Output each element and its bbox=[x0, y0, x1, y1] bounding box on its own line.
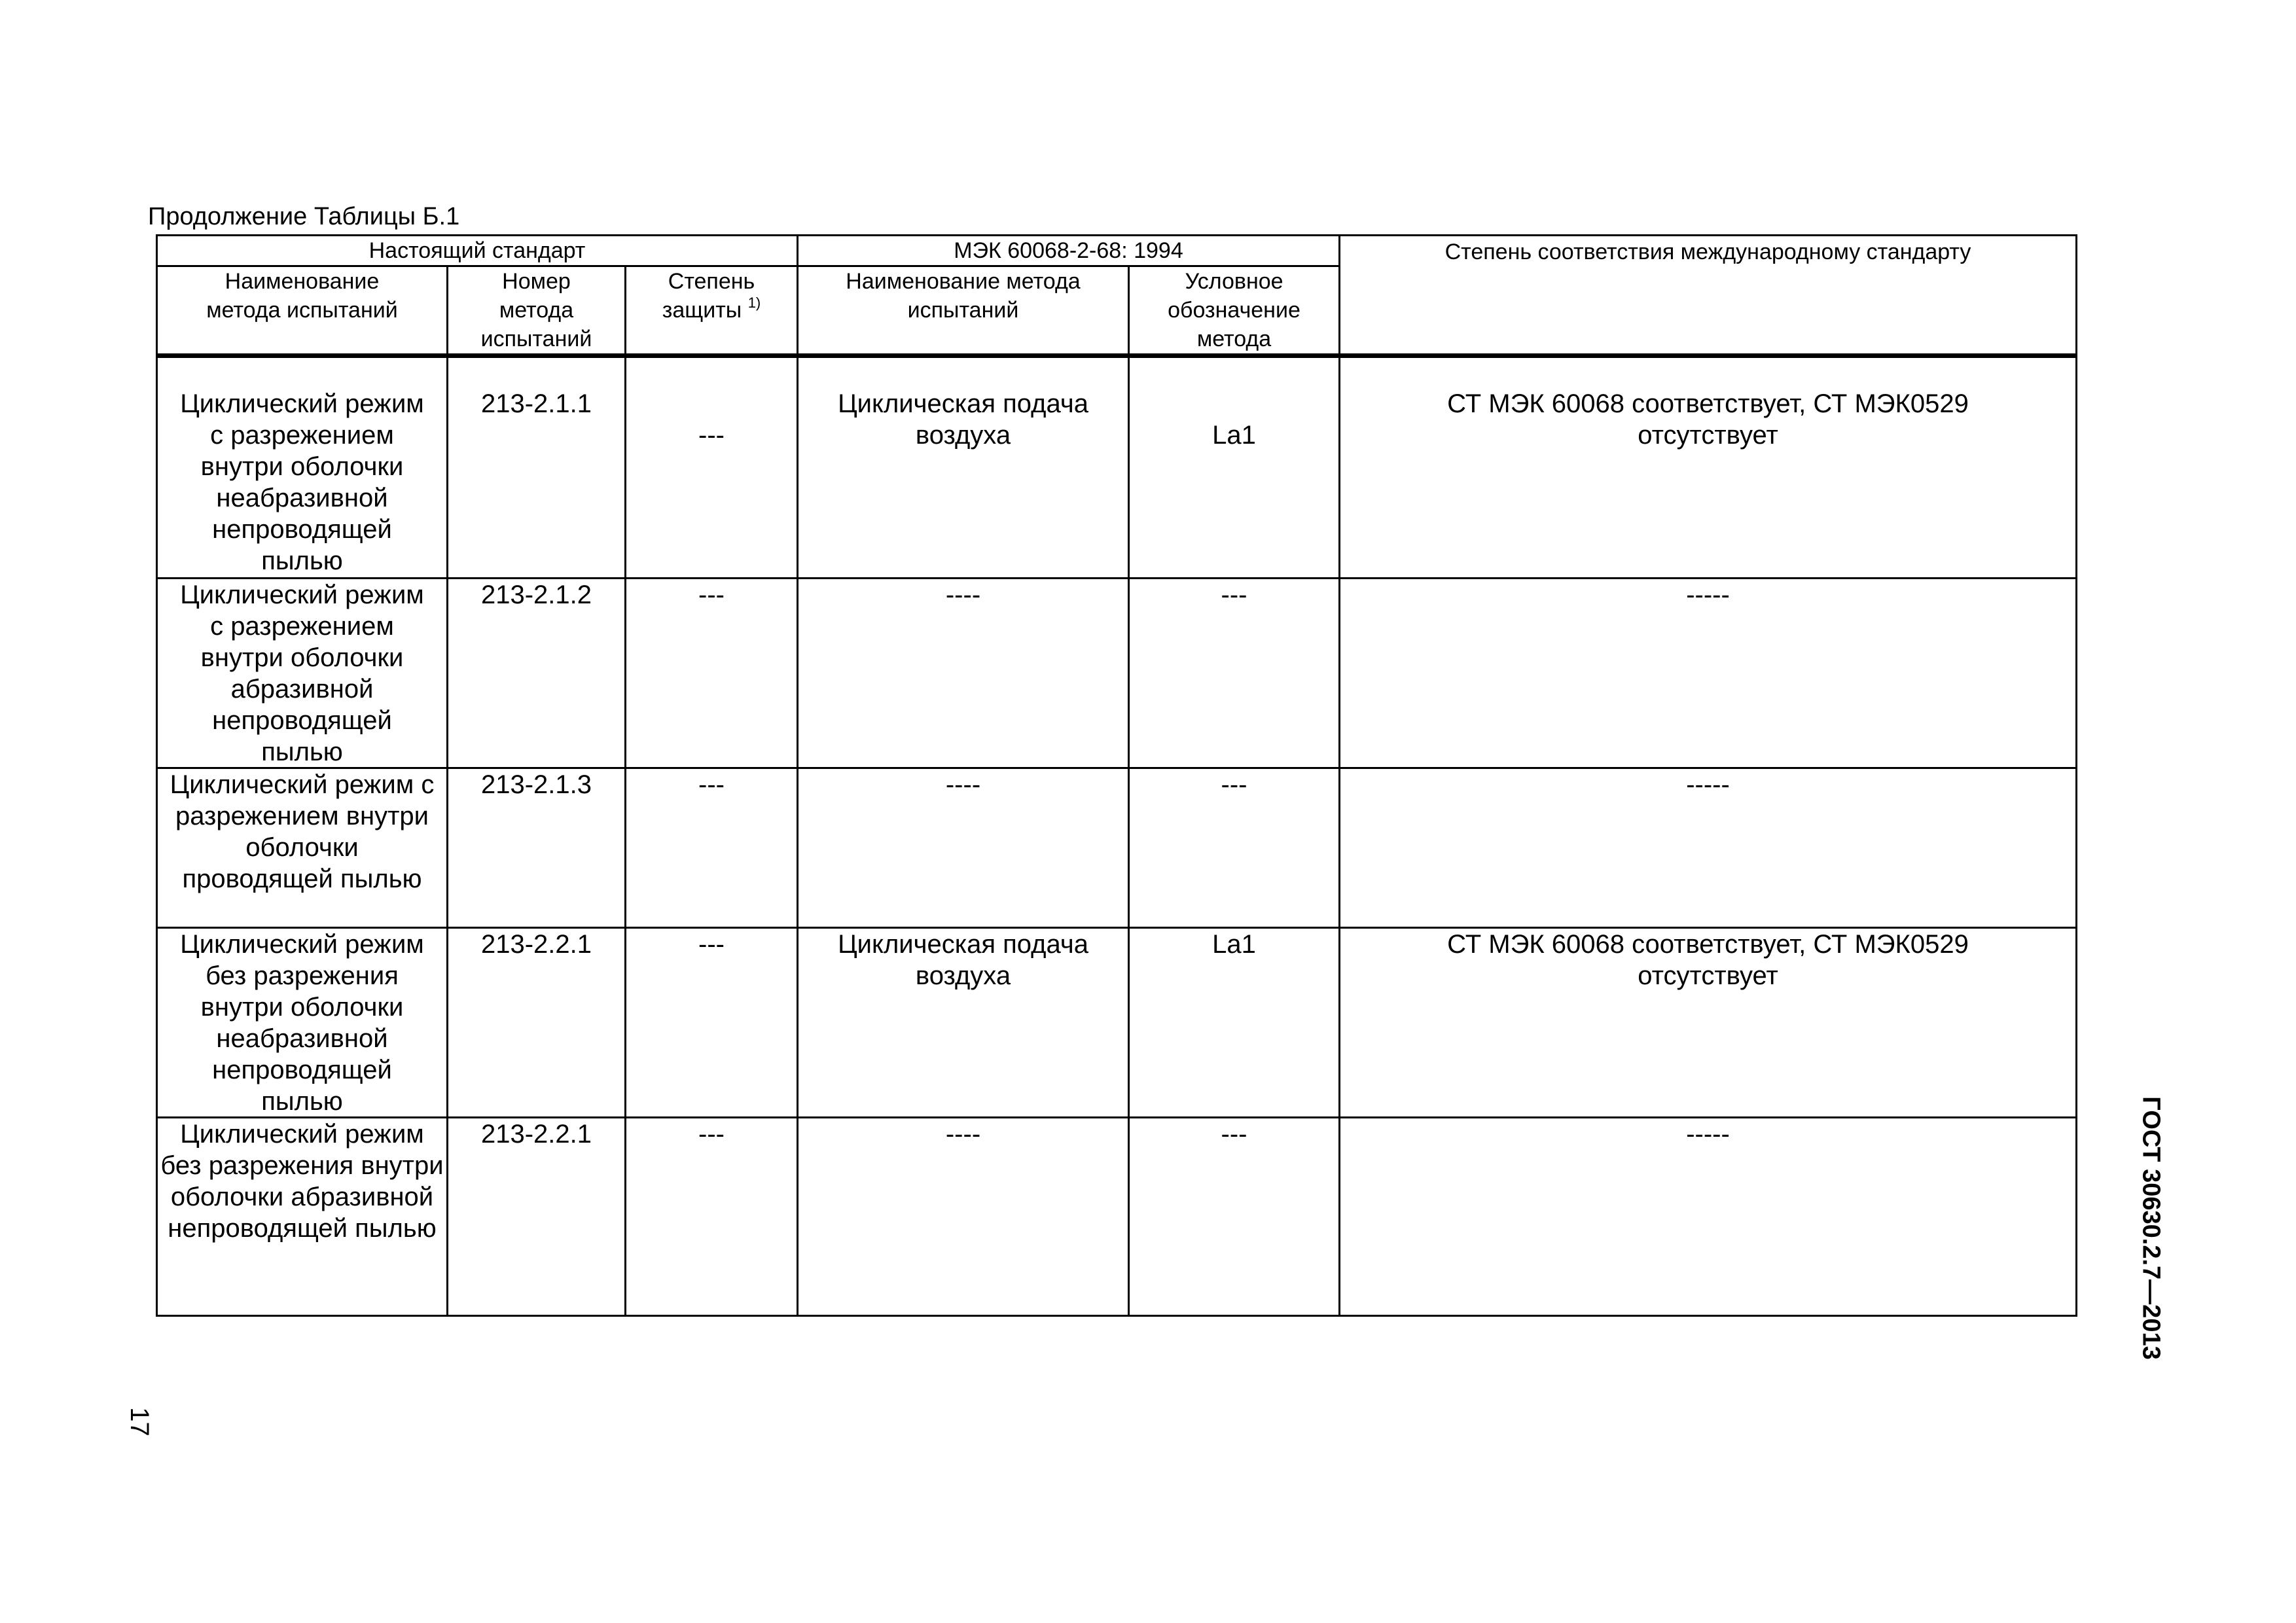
table-row bbox=[157, 356, 2077, 579]
document-code: ГОСТ 30630.2.7—2013 bbox=[2137, 1096, 2165, 1360]
header-national-standard: Настоящий стандарт bbox=[157, 236, 798, 266]
cell-iec-method-name: Циклическая подача воздуха bbox=[798, 928, 1129, 1118]
cell-method-number: 213-2.2.1 bbox=[448, 1118, 626, 1316]
header-iec-method-code: Условное обозначение метода bbox=[1129, 266, 1340, 356]
cell-protection: --- bbox=[626, 768, 798, 928]
cell-method-name: Циклический режим с разрежением внутри оболочки проводящей пылью bbox=[157, 768, 448, 928]
comparison-table bbox=[156, 234, 2077, 1317]
cell-iec-method-name: Циклическая подача воздуха bbox=[798, 356, 1129, 579]
cell-iec-code: La1 bbox=[1129, 928, 1340, 1118]
cell-iec-code: La1 bbox=[1129, 356, 1340, 579]
cell-iec-method-name: ---- bbox=[798, 579, 1129, 768]
table-row bbox=[157, 579, 2077, 768]
header-compliance: Степень соответствия международному стандарту bbox=[1340, 236, 2077, 356]
cell-compliance: ----- bbox=[1340, 1118, 2077, 1316]
cell-iec-method-name: ---- bbox=[798, 768, 1129, 928]
cell-iec-code: --- bbox=[1129, 1118, 1340, 1316]
cell-method-number: 213-2.1.1 bbox=[448, 356, 626, 579]
cell-compliance: СТ МЭК 60068 соответствует, СТ МЭК0529 отсутствует bbox=[1340, 356, 2077, 579]
header-iec-standard: МЭК 60068-2-68: 1994 bbox=[798, 236, 1340, 266]
cell-protection: --- bbox=[626, 1118, 798, 1316]
header-protection-degree bbox=[626, 266, 798, 356]
cell-protection: --- bbox=[626, 356, 798, 579]
cell-iec-method-name: ---- bbox=[798, 1118, 1129, 1316]
header-iec-method-name: Наименование метода испытаний bbox=[798, 266, 1129, 356]
cell-iec-code: --- bbox=[1129, 768, 1340, 928]
header-group-row bbox=[157, 236, 2077, 266]
cell-compliance: ----- bbox=[1340, 768, 2077, 928]
table-caption: Продолжение Таблицы Б.1 bbox=[148, 203, 460, 230]
table-row bbox=[157, 928, 2077, 1118]
cell-method-name: Циклический режим без разрежения внутри оболочки абразивной непроводящей пылью bbox=[157, 1118, 448, 1316]
cell-protection: --- bbox=[626, 928, 798, 1118]
cell-method-name: Циклический режим с разрежением внутри оболочки абразивной непроводящей пылью bbox=[157, 579, 448, 768]
page-number: 17 bbox=[124, 1407, 154, 1436]
header-method-number: Номер метода испытаний bbox=[448, 266, 626, 356]
header-method-name: Наименование метода испытаний bbox=[157, 266, 448, 356]
cell-method-number: 213-2.1.3 bbox=[448, 768, 626, 928]
cell-method-number: 213-2.1.2 bbox=[448, 579, 626, 768]
cell-compliance: ----- bbox=[1340, 579, 2077, 768]
cell-protection: --- bbox=[626, 579, 798, 768]
cell-compliance: СТ МЭК 60068 соответствует, СТ МЭК0529 отсутствует bbox=[1340, 928, 2077, 1118]
cell-iec-code: --- bbox=[1129, 579, 1340, 768]
cell-method-name: Циклический режим с разрежением внутри оболочки неабразивной непроводящей пылью bbox=[157, 356, 448, 579]
table-row bbox=[157, 1118, 2077, 1316]
cell-method-name: Циклический режим без разрежения внутри оболочки неабразивной непроводящей пылью bbox=[157, 928, 448, 1118]
cell-method-number: 213-2.2.1 bbox=[448, 928, 626, 1118]
protection-label: Степень защиты bbox=[662, 269, 755, 323]
table-row bbox=[157, 768, 2077, 928]
footnote-ref: 1) bbox=[747, 294, 761, 311]
